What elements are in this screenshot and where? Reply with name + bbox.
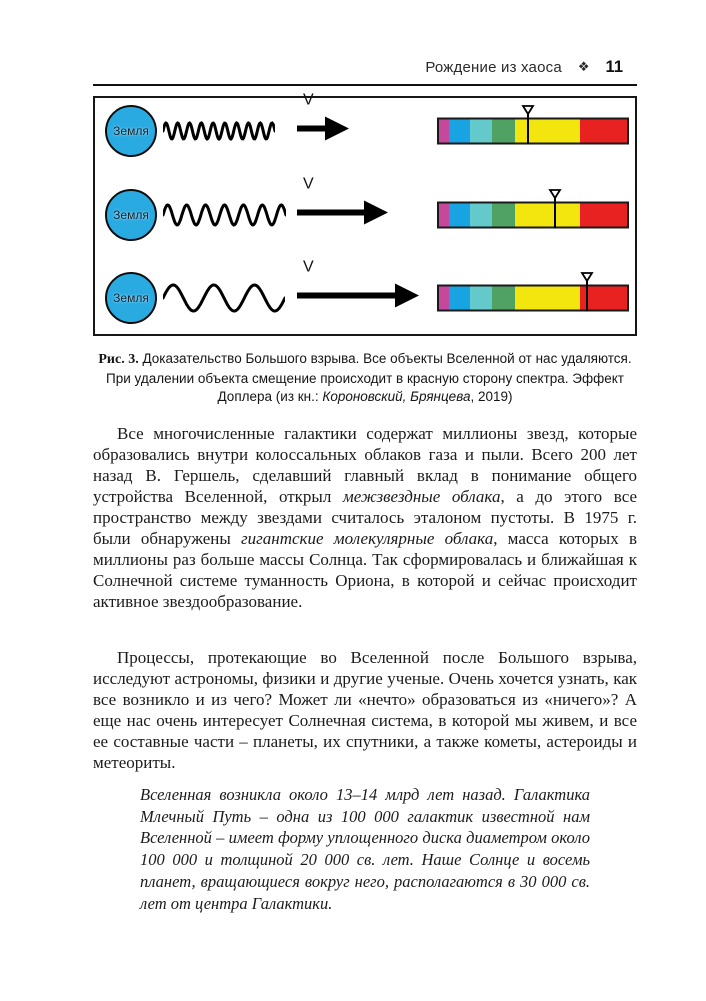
quote-paragraph: Вселенная возникла около 13–14 млрд лет назад. Галактика Млечный Путь – одна из 100 000 галактик известной нам Вселенной – имеет форму уплощенного диска диаметром около 100 000 и толщиной 20 000 св. лет. Наше Солнце и восемь планет, вращающиеся вокруг него, располагаются в 30 000 св. лет от центра Галактики. xyxy=(140,785,590,913)
earth-circle xyxy=(105,272,157,324)
spectrum-segment-yellow xyxy=(515,204,581,227)
text-run: Короновский, Брянцева xyxy=(322,389,471,404)
earth-label: Земля xyxy=(113,124,149,138)
spectrum-segment-magenta xyxy=(439,204,449,227)
light-wave xyxy=(163,191,286,239)
spectrum-segment-green xyxy=(492,287,515,310)
spectrum-segment-magenta xyxy=(439,287,449,310)
text-run: гигантские молекулярные облака xyxy=(241,529,494,548)
figure-doppler-diagram xyxy=(93,91,637,336)
spectrum-segment-cyan xyxy=(470,204,491,227)
velocity-arrow-icon xyxy=(297,114,349,144)
spectrum-bar xyxy=(437,285,629,312)
text-run: Доказательство Большого взрыва. Все объекты Вселенной от нас удаляются. При удалении объекта смещение происходит в красную сторону спектра. Эффект Доплера (из кн.: xyxy=(106,351,632,404)
text-run: Все многочисленные галактики содержат миллионы звезд, которые образовались внутри колоссальных облаков газа и пыли. Всего 200 лет назад В. Гершель, сделавший главный вклад в понимание общего устройства Вселенной, открыл xyxy=(93,424,637,506)
diamond-ornament-icon: ❖ xyxy=(577,59,590,74)
spectrum-segment-green xyxy=(492,204,515,227)
doppler-row-1 xyxy=(95,91,635,164)
header-rule xyxy=(93,84,637,86)
spectrum-group xyxy=(437,202,629,229)
velocity-label: V xyxy=(303,91,314,109)
marker-triangle-icon xyxy=(548,189,562,200)
doppler-row-3 xyxy=(95,258,635,331)
spectrum-segment-blue xyxy=(449,287,470,310)
earth-label: Земля xyxy=(113,291,149,305)
text-run: , 2019) xyxy=(470,389,513,404)
marker-triangle-icon xyxy=(521,105,535,116)
velocity-arrow-icon xyxy=(297,198,388,228)
velocity-arrow-group xyxy=(297,175,388,233)
text-run: межзвездные облака xyxy=(342,487,501,506)
spectrum-group xyxy=(437,285,629,312)
velocity-arrow-group xyxy=(297,91,349,149)
velocity-arrow-group xyxy=(297,258,419,316)
velocity-arrow-icon xyxy=(297,281,419,311)
light-wave xyxy=(163,107,275,155)
spectrum-bar xyxy=(437,118,629,145)
spectrum-segment-yellow xyxy=(515,287,581,310)
body-paragraph-2 xyxy=(93,647,637,773)
velocity-label: V xyxy=(303,175,314,193)
page-number: 11 xyxy=(605,58,623,76)
spectrum-group xyxy=(437,118,629,145)
spectrum-segment-red xyxy=(580,120,627,143)
spectrum-segment-blue xyxy=(449,204,470,227)
marker-triangle-icon xyxy=(580,272,594,283)
spectrum-segment-magenta xyxy=(439,120,449,143)
figure-caption xyxy=(93,350,637,407)
earth-circle xyxy=(105,105,157,157)
spectrum-segment-red xyxy=(580,204,627,227)
spectrum-segment-green xyxy=(492,120,515,143)
spectrum-segment-yellow xyxy=(515,120,581,143)
chapter-title: Рождение из хаоса xyxy=(425,59,562,76)
spectrum-segment-cyan xyxy=(470,287,491,310)
velocity-label: V xyxy=(303,258,314,276)
earth-label: Земля xyxy=(113,208,149,222)
spectrum-segment-cyan xyxy=(470,120,491,143)
running-head xyxy=(93,58,637,80)
earth-circle xyxy=(105,189,157,241)
light-wave xyxy=(163,274,285,322)
text-run: Рис. 3. xyxy=(98,352,139,367)
doppler-row-2 xyxy=(95,175,635,248)
spectrum-segment-red xyxy=(580,287,627,310)
text-run: Процессы, протекающие во Вселенной после Большого взрыва, исследуют астрономы, физики и другие ученые. Очень хочется узнать, как все возникло и из чего? Может ли «нечто» образоваться из «ничего»? А еще нас очень интересует Солнечная система, в которой мы живем, и все ее составные части – планеты, их спутники, а также кометы, астероиды и метеориты. xyxy=(93,648,637,772)
spectrum-segment-blue xyxy=(449,120,470,143)
text-run: , масса которых в миллионы раз больше массы Солнца. Так сформировалась и ближайшая к Солнечной системе туманность Ориона, в которой и сейчас происходит активное звездообразование. xyxy=(93,529,637,611)
text-run: , а до этого все пространство между звездами считалось эталоном пустоты. В 1975 г. были обнаружены xyxy=(93,487,637,548)
spectrum-bar xyxy=(437,202,629,229)
body-paragraph-1 xyxy=(93,423,637,612)
